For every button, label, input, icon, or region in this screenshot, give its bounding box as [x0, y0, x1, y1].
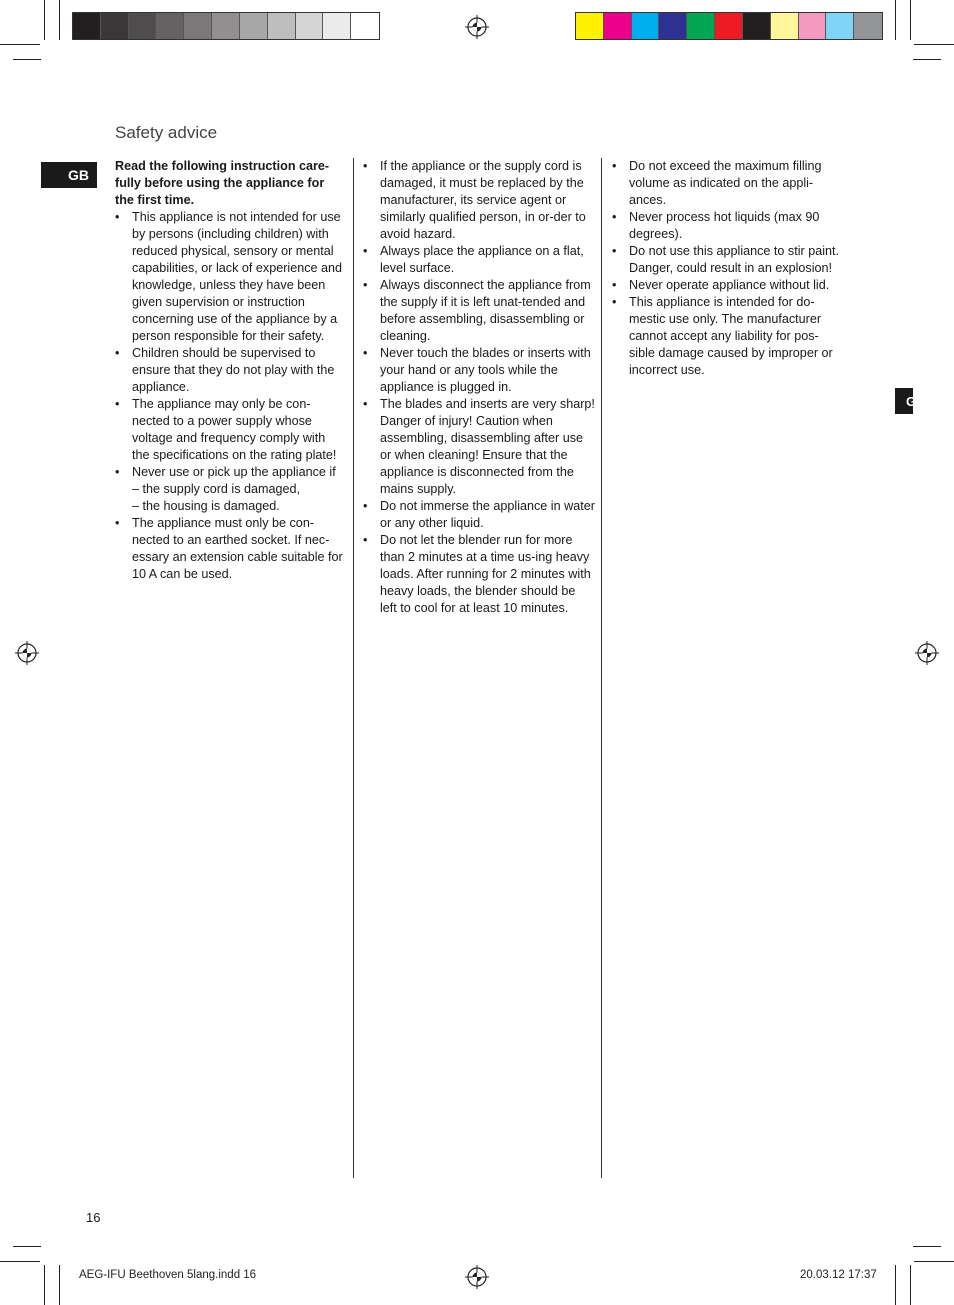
color-swatch: [240, 13, 268, 39]
color-swatch: [854, 13, 882, 39]
crop-mark: [44, 1265, 45, 1305]
bullet-icon: •: [115, 397, 120, 411]
list-item: • Never use or pick up the appliance if – the supply cord is damaged, – the housing is damaged.: [115, 464, 345, 515]
bullet-icon: •: [363, 159, 368, 173]
crop-mark: [910, 0, 911, 40]
color-swatch: [632, 13, 660, 39]
list-item: • The blades and inserts are very sharp! Danger of injury! Caution when assembling, disassembling after use or when cleaning! Ensure that the appliance is disconnected from the mains supply.: [363, 397, 595, 496]
crop-mark: [13, 1246, 41, 1247]
bullet-icon: •: [363, 346, 368, 360]
crop-mark: [13, 59, 41, 60]
bullet-icon: •: [363, 499, 368, 513]
bullet-icon: •: [612, 278, 617, 292]
bullet-list: [612, 158, 840, 379]
bullet-icon: •: [115, 516, 120, 530]
list-item: • Never operate appliance without lid.: [612, 278, 830, 292]
column-divider: [601, 158, 602, 1178]
sub-item: – the supply cord is damaged,: [132, 482, 301, 496]
bullet-list: [115, 209, 345, 583]
color-swatch: [184, 13, 212, 39]
process-color-bar: [575, 12, 883, 40]
bullet-icon: •: [363, 278, 368, 292]
color-swatch: [268, 13, 296, 39]
list-item: • Never touch the blades or inserts with your hand or any tools while the appliance is plugged in.: [363, 346, 591, 394]
color-swatch: [687, 13, 715, 39]
crop-mark: [895, 1265, 896, 1305]
color-swatch: [799, 13, 827, 39]
list-item: • Always disconnect the appliance from the supply if it is left unat-tended and before assembling, disassembling or cleaning.: [363, 278, 591, 343]
crop-mark: [914, 44, 954, 45]
column-divider: [353, 158, 354, 1178]
registration-mark-icon: [915, 641, 939, 665]
crop-mark: [0, 1261, 40, 1262]
list-item: • The appliance must only be con-nected to an earthed socket. If nec-essary an extension cable suitable for 10 A can be used.: [115, 516, 343, 581]
column-3: [612, 158, 840, 379]
color-swatch: [659, 13, 687, 39]
color-swatch: [604, 13, 632, 39]
list-item: • This appliance is not intended for use by persons (including children) with reduced physical, sensory or mental capabilities, or lack of experience and knowledge, unless they have been given supervision or instruction concerning use of the appliance by a person responsible for their safety.: [115, 210, 343, 343]
list-item: • Do not immerse the appliance in water or any other liquid.: [363, 499, 595, 530]
color-swatch: [156, 13, 184, 39]
color-swatch: [296, 13, 324, 39]
crop-mark: [59, 1265, 60, 1305]
bullet-icon: •: [115, 465, 120, 479]
bullet-icon: •: [612, 295, 617, 309]
bullet-icon: •: [612, 210, 617, 224]
bullet-icon: •: [115, 210, 120, 224]
color-swatch: [771, 13, 799, 39]
bullet-icon: •: [115, 346, 120, 360]
list-item: • Do not let the blender run for more than 2 minutes at a time us-ing heavy loads. After running for 2 minutes with heavy loads, the blender should be left to cool for at least 10 minutes.: [363, 533, 591, 615]
color-swatch: [129, 13, 157, 39]
crop-mark: [59, 0, 60, 40]
registration-mark-icon: [465, 1265, 489, 1289]
registration-mark-icon: [15, 641, 39, 665]
color-swatch: [715, 13, 743, 39]
column-1: [115, 158, 345, 583]
registration-mark-icon: [465, 15, 489, 39]
page-number: 16: [86, 1210, 101, 1225]
crop-mark: [914, 1261, 954, 1262]
list-item: • Always place the appliance on a flat, level surface.: [363, 244, 584, 275]
color-swatch: [351, 13, 379, 39]
color-swatch: [826, 13, 854, 39]
footer-filename: AEG-IFU Beethoven 5lang.indd 16: [79, 1269, 257, 1281]
language-tab: GB: [41, 162, 97, 188]
bullet-list: [363, 158, 595, 617]
crop-mark: [913, 1246, 941, 1247]
color-swatch: [73, 13, 101, 39]
page-title: Safety advice: [115, 123, 218, 142]
grayscale-color-bar: [72, 12, 380, 40]
bullet-icon: •: [363, 244, 368, 258]
crop-mark: [910, 1265, 911, 1305]
list-item: • Do not exceed the maximum filling volume as indicated on the appli-ances.: [612, 159, 822, 207]
color-swatch: [323, 13, 351, 39]
bullet-icon: •: [612, 159, 617, 173]
color-swatch: [212, 13, 240, 39]
list-item: • If the appliance or the supply cord is damaged, it must be replaced by the manufacturer, its service agent or similarly qualified person, in or-der to avoid hazard.: [363, 159, 586, 241]
color-swatch: [743, 13, 771, 39]
color-swatch: [576, 13, 604, 39]
crop-mark: [0, 44, 40, 45]
crop-mark: [913, 59, 941, 60]
crop-mark: [895, 0, 896, 40]
list-item: • The appliance may only be con-nected to a power supply whose voltage and frequency comply with the specifications on the rating plate!: [115, 397, 337, 462]
intro-text: Read the following instruction care-fully before using the appliance for the first time.: [115, 159, 330, 207]
crop-mark: [44, 0, 45, 40]
language-tab-edge: G: [895, 388, 913, 414]
color-swatch: [101, 13, 129, 39]
bullet-icon: •: [363, 533, 368, 547]
bullet-icon: •: [363, 397, 368, 411]
column-2: [363, 158, 595, 617]
footer-date: 20.03.12 17:37: [800, 1269, 877, 1281]
bullet-icon: •: [612, 244, 617, 258]
list-item: • This appliance is intended for do-mestic use only. The manufacturer cannot accept any liability for pos-sible damage caused by improper or incorrect use.: [612, 295, 833, 377]
list-item: • Children should be supervised to ensure that they do not play with the appliance.: [115, 346, 335, 394]
sub-item: – the housing is damaged.: [132, 499, 280, 513]
list-item: • Do not use this appliance to stir paint. Danger, could result in an explosion!: [612, 244, 840, 275]
list-item: • Never process hot liquids (max 90 degrees).: [612, 210, 820, 241]
